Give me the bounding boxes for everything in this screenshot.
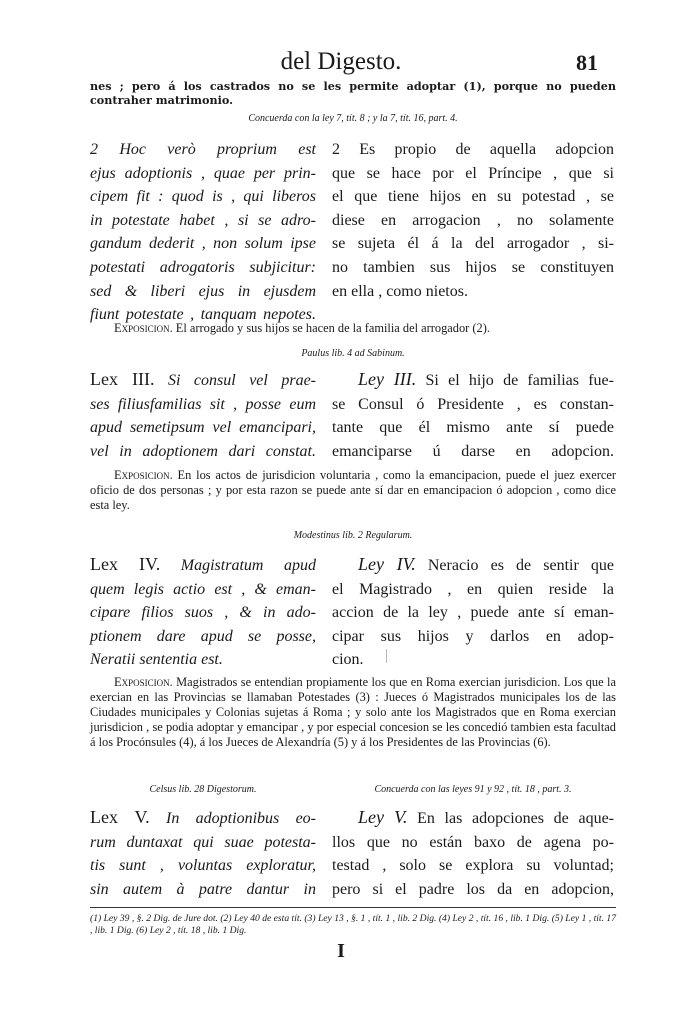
spanish-line: Neracio es de sentir que	[427, 557, 614, 574]
section2-spanish	[332, 138, 614, 303]
signature-mark: I	[337, 940, 345, 962]
spanish-line: En las adopciones de aque-	[417, 810, 614, 827]
intro-paragraph: nes ; pero á los castrados no se les permite adoptar (1), porque no pueden contraher matrimonio.	[90, 79, 616, 107]
ley-heading: Ley V.	[358, 807, 408, 827]
section3-exposition	[90, 468, 616, 513]
latin-line: ptionem dare apud se posse,	[90, 627, 316, 645]
latin-line: quem legis actio est , & eman-	[90, 580, 316, 598]
spanish-line: accion de la ley , puede ante sí eman-	[332, 604, 614, 622]
section3-spanish	[332, 368, 614, 463]
section5-concordance: Concuerda con las leyes 91 y 92 , tít. 18 , part. 3.	[374, 784, 572, 795]
spanish-line: emanciparse ú darse en adopcion.	[332, 442, 614, 460]
latin-line: vel in adoptionem dari constat.	[90, 442, 316, 460]
section4-spanish	[332, 553, 614, 672]
exposition-label: Exposicion.	[114, 675, 173, 689]
spanish-line: que se hace por el Príncipe , que si	[332, 164, 614, 182]
lex-heading: Lex IV.	[90, 554, 161, 574]
latin-line: sed & liberi ejus in ejusdem	[90, 282, 316, 300]
page-number: 81	[576, 50, 598, 75]
spanish-line: diese en arrogacion , no solamente	[332, 211, 614, 229]
latin-line: Neratii sententia est.	[90, 651, 223, 669]
lex-heading: Lex III.	[90, 369, 155, 389]
printing-mark	[386, 649, 387, 663]
spanish-line: se Consul ó Presidente , es constan-	[332, 395, 614, 413]
spanish-line: no tambien sus hijos se constituyen	[332, 258, 614, 276]
section5-latin	[90, 806, 316, 901]
section4-source: Modestinus lib. 2 Regularum.	[293, 530, 413, 541]
latin-line: 2 Hoc verò proprium est	[90, 141, 316, 158]
ley-heading: Ley IV.	[358, 554, 416, 574]
latin-line: sin autem à patre dantur in	[90, 880, 316, 898]
section2-latin	[90, 138, 316, 327]
exposition-label: Exposicion.	[114, 321, 173, 335]
intro-concordance: Concuerda con la ley 7, tít. 8 ; y la 7, tít. 16, part. 4.	[248, 113, 458, 124]
spanish-line: en ella , como nietos.	[332, 282, 468, 300]
section3-source: Paulus lib. 4 ad Sabinum.	[301, 348, 405, 359]
latin-line: apud semetipsum vel emancipari,	[90, 419, 316, 437]
exposition-label: Exposicion.	[114, 468, 173, 482]
section5-source: Celsus lib. 28 Digestorum.	[149, 784, 257, 795]
latin-line: ejus adoptionis , quae per prin-	[90, 164, 316, 182]
exposition-text: En los actos de jurisdicion voluntaria , como la emancipacion, puede el juez exercer oficio de dos personas ; y por esta razon se puede ante sí dar en emancipacion ó adopcion , como dice esta ley.	[90, 468, 616, 512]
footnote-rule	[90, 907, 616, 908]
spanish-line: el Magistrado , en quien reside la	[332, 580, 614, 598]
latin-line: Magistratum apud	[180, 557, 317, 574]
latin-line: cipare filios suos , & in ado-	[90, 604, 316, 622]
latin-line: ses filiusfamilias sit , posse eum	[90, 395, 316, 413]
page-header-title: del Digesto.	[280, 48, 402, 75]
exposition-text: El arrogado y sus hijos se hacen de la familia del arrogador (2).	[175, 321, 490, 335]
spanish-line: pero si el padre los da en adopcion,	[332, 880, 614, 898]
latin-line: rum duntaxat qui suae potesta-	[90, 833, 316, 851]
latin-line: tis sunt , voluntas exploratur,	[90, 857, 316, 875]
section5-spanish	[332, 806, 614, 901]
spanish-line: Si el hijo de familias fue-	[425, 372, 614, 389]
spanish-line: 2 Es propio de aquella adopcion	[332, 141, 614, 158]
lex-heading: Lex V.	[90, 807, 150, 827]
latin-line: gandum dederit , non solum ipse	[90, 235, 316, 253]
section2-exposition	[114, 321, 614, 336]
latin-line: potestati adrogatoris subjicitur:	[90, 258, 316, 276]
spanish-line: tante que él mismo ante sí puede	[332, 419, 614, 437]
section3-latin	[90, 368, 316, 463]
spanish-line: cion.	[332, 651, 364, 669]
spanish-line: se sujeta él á la del arrogador , si-	[332, 235, 614, 253]
ley-heading: Ley III.	[358, 369, 417, 389]
exposition-text: Magistrados se entendian propiamente los que en Roma exercian jurisdicion. Los que la exercian en las Provincias se llamaban Potestades (3) : Jueces ó Magistrados municipales los de las Ciudades municipales y Colonias sujetas á Roma ; y solo ante los Magistrados que en Roma exercian jurisdicion , se podia adoptar y emancipar , y por especial concesion se les concedió tambien esta facultad á los Procónsules (4), á los Jueces de Alexandría (5) y á los Presidentes de las Provincias (6).	[90, 675, 616, 749]
latin-line: in potestate habet , si se adro-	[90, 211, 316, 229]
latin-line: cipem fit : quod is , qui liberos	[90, 188, 316, 206]
section4-latin	[90, 553, 316, 672]
latin-line: In adoptionibus eo-	[166, 810, 316, 827]
spanish-line: testad , solo se explora su voluntad;	[332, 857, 614, 875]
footnotes: (1) Ley 39 , §. 2 Dig. de Jure dot. (2) Ley 40 de esta tít. (3) Ley 13 , §. 1 , tít. 1 , lib. 2 Dig. (4) Ley 2 , tít. 16 , lib. 1 Dig. (5) Ley 1 , tít. 17 , lib. 1 Dig. (6) Ley 2 , tít. 18 , lib. 1 Dig.	[90, 913, 616, 936]
section4-exposition	[90, 675, 616, 750]
spanish-line: el que tiene hijos en su potestad , se	[332, 188, 614, 206]
latin-line: Si consul vel prae-	[167, 372, 316, 389]
latin-line: fiunt potestate , tanquam nepotes.	[90, 306, 316, 324]
spanish-line: cipar sus hijos y darlos en adop-	[332, 627, 614, 645]
spanish-line: llos que no están baxo de agena po-	[332, 833, 614, 851]
